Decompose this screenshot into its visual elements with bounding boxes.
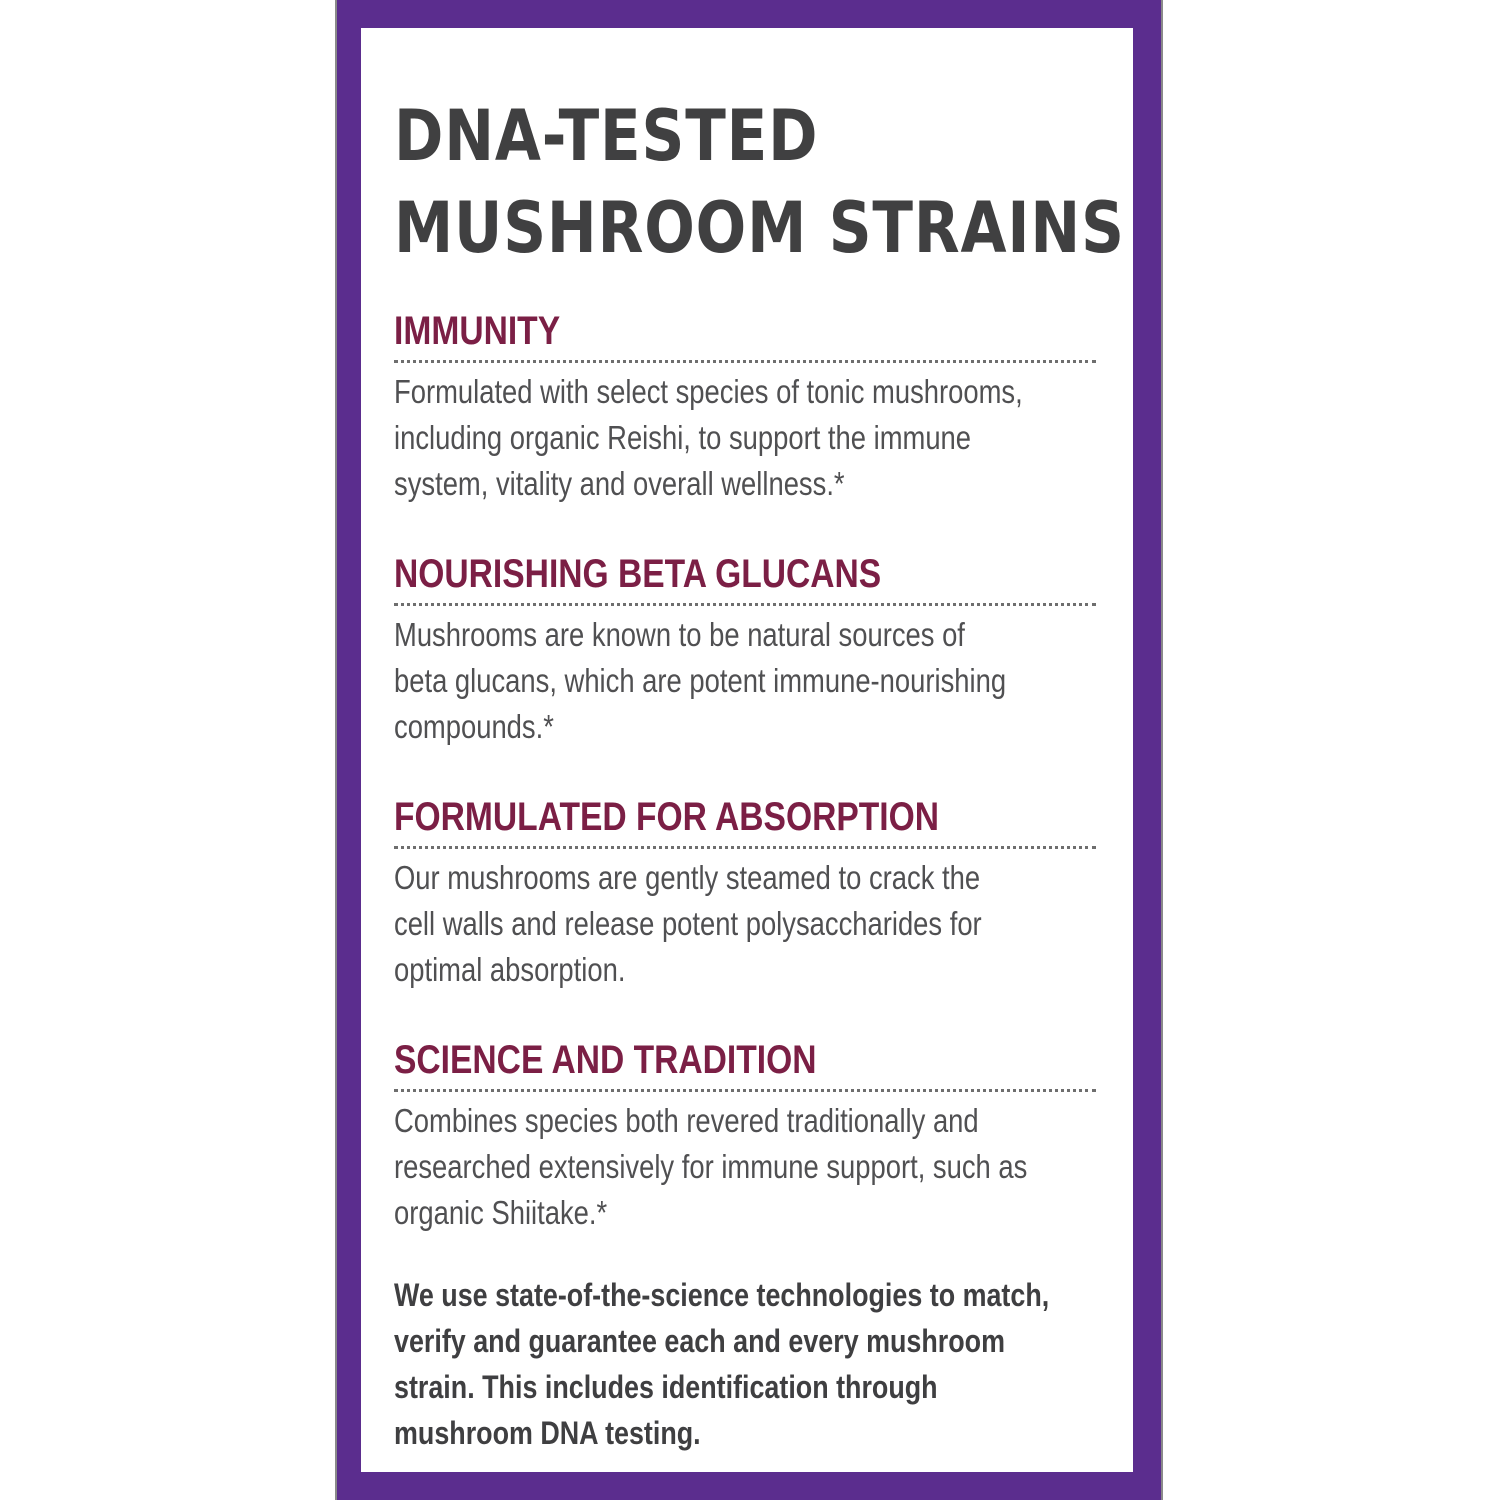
info-card bbox=[361, 28, 1133, 1472]
section-heading: FORMULATED FOR ABSORPTION bbox=[394, 795, 940, 839]
closing-line: strain. This includes identification through bbox=[394, 1369, 938, 1405]
section-body bbox=[394, 855, 1058, 993]
dotted-divider bbox=[394, 603, 1096, 606]
dotted-divider bbox=[394, 360, 1096, 363]
body-line: Mushrooms are known to be natural sources of bbox=[394, 616, 965, 653]
body-line: cell walls and release potent polysaccharides for bbox=[394, 905, 982, 942]
section-body bbox=[394, 369, 1058, 507]
section-body bbox=[394, 612, 1058, 750]
page-title bbox=[394, 90, 1125, 274]
body-line: Combines species both revered traditionally and bbox=[394, 1102, 979, 1139]
body-line: organic Shiitake.* bbox=[394, 1194, 608, 1231]
body-line: compounds.* bbox=[394, 708, 554, 745]
closing-line: We use state-of-the-science technologies to match, bbox=[394, 1277, 1050, 1313]
body-line: system, vitality and overall wellness.* bbox=[394, 465, 845, 502]
title-line-2: MUSHROOM STRAINS bbox=[394, 187, 1125, 269]
section-science-tradition bbox=[394, 1037, 1100, 1236]
card-content bbox=[394, 90, 1125, 1456]
closing-line: verify and guarantee each and every mushroom bbox=[394, 1323, 1005, 1359]
body-line: researched extensively for immune support, such as bbox=[394, 1148, 1028, 1185]
body-line: optimal absorption. bbox=[394, 951, 626, 988]
section-immunity bbox=[394, 308, 1100, 507]
body-line: including organic Reishi, to support the immune bbox=[394, 419, 972, 456]
section-heading: SCIENCE AND TRADITION bbox=[394, 1038, 817, 1082]
closing-statement bbox=[394, 1272, 1083, 1456]
section-heading: IMMUNITY bbox=[394, 309, 561, 353]
section-heading: NOURISHING BETA GLUCANS bbox=[394, 552, 882, 596]
section-beta-glucans bbox=[394, 551, 1100, 750]
dotted-divider bbox=[394, 1089, 1096, 1092]
dotted-divider bbox=[394, 846, 1096, 849]
section-body bbox=[394, 1098, 1058, 1236]
section-absorption bbox=[394, 794, 1100, 993]
title-line-1: DNA-TESTED bbox=[394, 95, 819, 177]
closing-line: mushroom DNA testing. bbox=[394, 1415, 701, 1451]
body-line: Formulated with select species of tonic mushrooms, bbox=[394, 373, 1023, 410]
body-line: beta glucans, which are potent immune-nourishing bbox=[394, 662, 1007, 699]
body-line: Our mushrooms are gently steamed to crack the bbox=[394, 859, 981, 896]
